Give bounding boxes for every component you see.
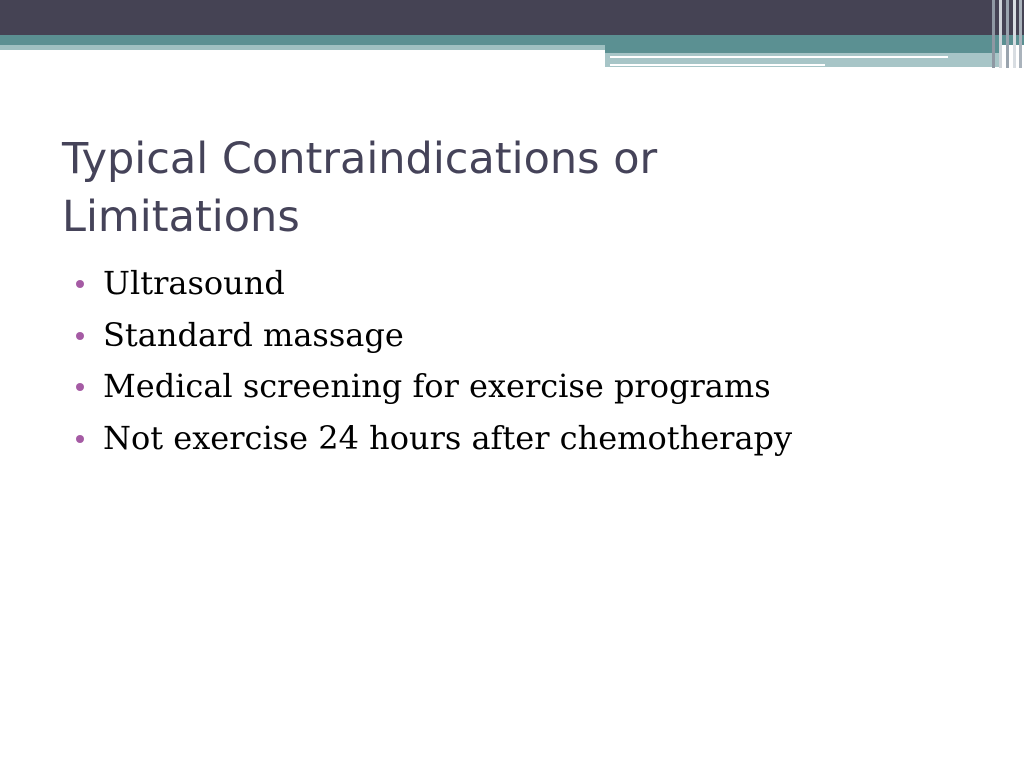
header-thin-line-1 [610, 56, 948, 58]
header-teal-bar [0, 35, 1024, 45]
header-vertical-stripe [1019, 0, 1022, 68]
header-dark-bar [0, 0, 1024, 35]
header-vertical-stripe [999, 0, 1002, 68]
bullet-item [74, 361, 792, 413]
bullet-item [74, 310, 792, 362]
bullet-icon [76, 280, 84, 288]
header-thin-line-2 [610, 64, 825, 66]
bullet-icon [76, 332, 84, 340]
bullet-icon [76, 383, 84, 391]
bullet-text: Ultrasound [103, 264, 285, 302]
slide-title: Typical Contraindications or Limitations [62, 134, 658, 242]
bullet-icon [76, 435, 84, 443]
bullet-item [74, 258, 792, 310]
bullet-text: Medical screening for exercise programs [103, 367, 771, 405]
bullet-item [74, 413, 792, 465]
header-vertical-stripe [1006, 0, 1009, 68]
header-vertical-stripe [992, 0, 995, 68]
header-light-bar-left [0, 45, 605, 50]
bullet-text: Not exercise 24 hours after chemotherapy [103, 418, 793, 457]
bullet-text: Standard massage [103, 315, 404, 354]
header-teal-bar-right [605, 45, 1000, 53]
bullet-list [74, 258, 792, 464]
header-vertical-stripe [1013, 0, 1016, 68]
